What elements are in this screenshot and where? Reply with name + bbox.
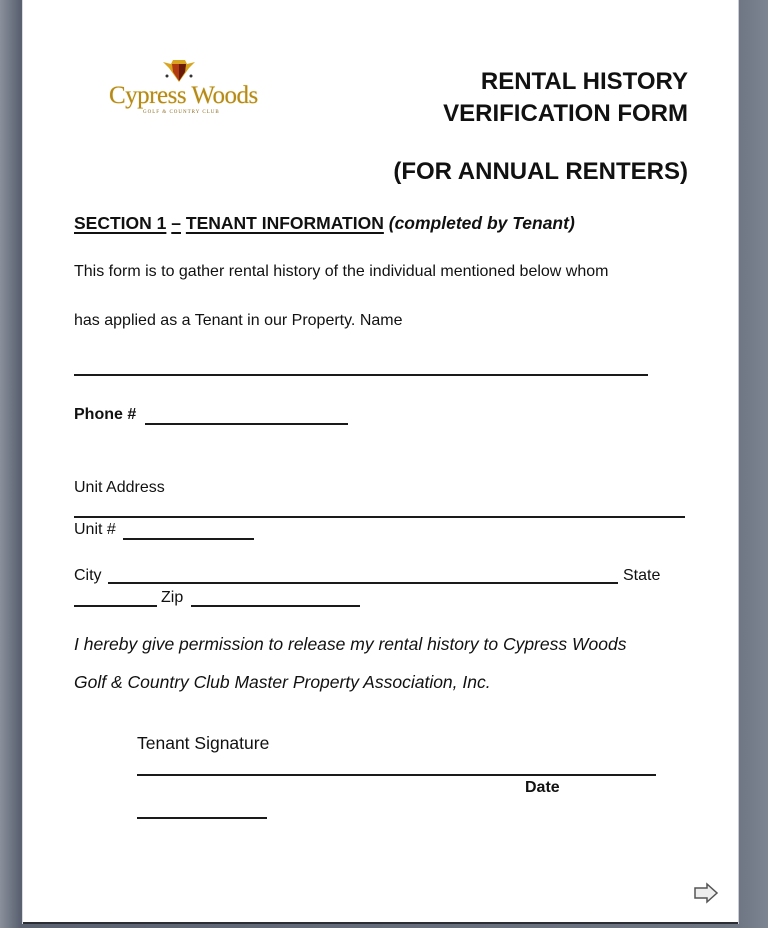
state-label: State [623, 567, 661, 584]
unit-number-label: Unit # [74, 521, 116, 538]
phone-input-line[interactable] [145, 423, 348, 425]
form-title-line2: VERIFICATION FORM [443, 100, 688, 127]
city-input-line[interactable] [108, 582, 618, 584]
zip-label: Zip [161, 589, 184, 606]
unit-number-input-line[interactable] [123, 538, 254, 540]
signature-input-line[interactable] [137, 774, 656, 776]
permission-line-2: Golf & Country Club Master Property Association, Inc. [74, 672, 491, 692]
logo-subtitle: GOLF & COUNTRY CLUB [143, 110, 220, 115]
section-number: SECTION 1 [74, 213, 167, 233]
city-label: City [74, 567, 102, 584]
intro-line-2: has applied as a Tenant in our Property. Name [74, 312, 403, 329]
section-dash: – [171, 213, 181, 233]
cypress-woods-logo [109, 56, 258, 116]
form-title-line1: RENTAL HISTORY [480, 68, 688, 95]
tenant-signature-label: Tenant Signature [137, 733, 270, 753]
logo-wordmark: Cypress Woods [109, 82, 258, 109]
form-subtitle: (FOR ANNUAL RENTERS) [393, 158, 688, 185]
unit-address-label: Unit Address [74, 479, 165, 496]
section-1-heading [74, 213, 575, 234]
phone-label: Phone # [74, 406, 137, 423]
date-label: Date [525, 779, 560, 796]
section-note: (completed by Tenant) [388, 213, 575, 233]
date-input-line[interactable] [137, 817, 267, 819]
section-title: TENANT INFORMATION [185, 213, 384, 233]
unit-address-input-line[interactable] [74, 516, 685, 518]
document-page [23, 0, 738, 924]
permission-line-1: I hereby give permission to release my rental history to Cypress Woods [74, 634, 627, 654]
zip-input-line[interactable] [191, 605, 360, 607]
name-input-line[interactable] [74, 374, 648, 376]
arrow-right-icon[interactable] [693, 882, 719, 904]
intro-line-1: This form is to gather rental history of the individual mentioned below whom [74, 263, 609, 280]
state-input-line[interactable] [74, 605, 157, 607]
